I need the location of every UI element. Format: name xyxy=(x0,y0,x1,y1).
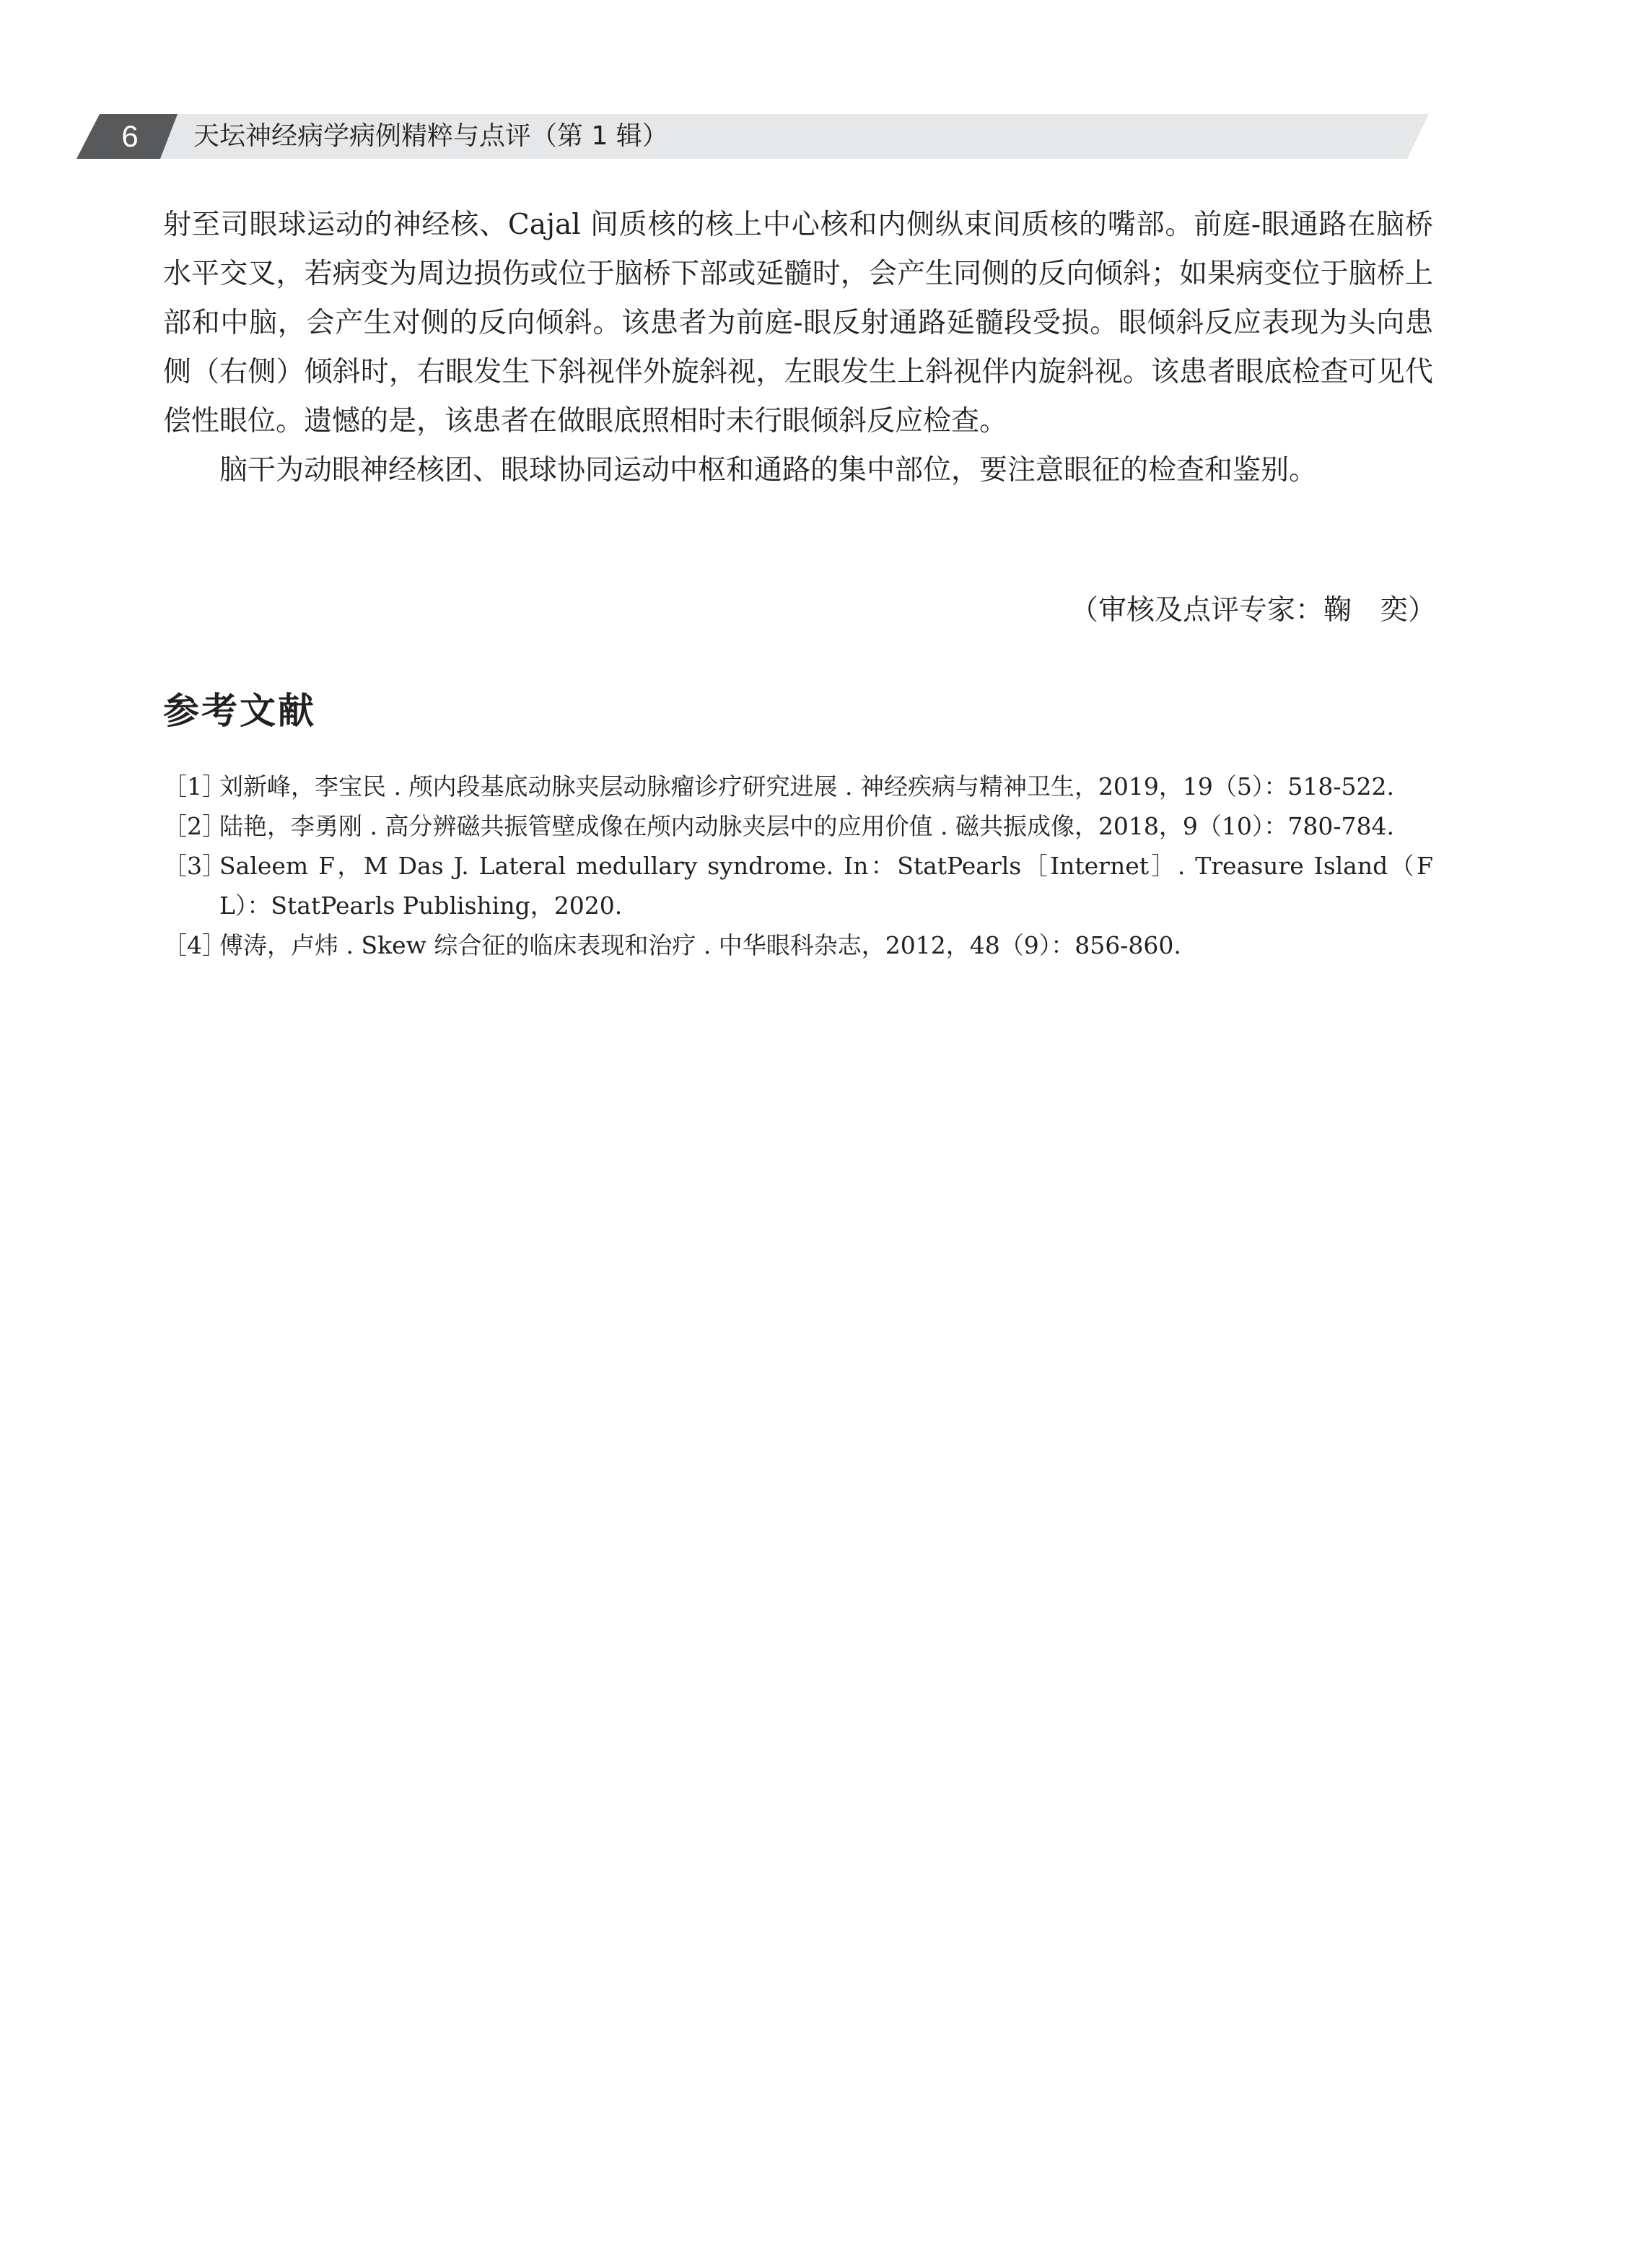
body-text xyxy=(163,201,1433,495)
paragraph: 脑干为动眼神经核团、眼球协同运动中枢和通路的集中部位，要注意眼征的检查和鉴别。 xyxy=(219,454,1318,487)
reference-text: Saleem F，M Das J. Lateral medullary syndrome. In：StatPearls［Internet］. Treasure Island（FL）：StatPearls Publishing，2020. xyxy=(219,852,1433,920)
reference-index: ［4］ xyxy=(163,931,226,959)
reference-item xyxy=(163,806,1433,846)
reference-index: ［3］ xyxy=(163,852,226,880)
reference-index: ［2］ xyxy=(163,812,226,840)
reference-list xyxy=(163,767,1433,965)
reviewer-credit: （审核及点评专家：鞠 奕） xyxy=(1069,594,1436,627)
page-number: 6 xyxy=(121,119,139,153)
reference-text: 刘新峰，李宝民 . 颅内段基底动脉夹层动脉瘤诊疗研究进展 . 神经疾病与精神卫生，2019，19（5）：518-522. xyxy=(219,772,1395,801)
reference-text: 陆艳，李勇刚 . 高分辨磁共振管壁成像在颅内动脉夹层中的应用价值 . 磁共振成像，2018，9（10）：780-784. xyxy=(219,812,1395,840)
references-heading: 参考文献 xyxy=(163,690,316,732)
reference-index: ［1］ xyxy=(163,772,226,801)
reference-item xyxy=(163,767,1433,806)
reference-item xyxy=(163,925,1433,965)
reference-item xyxy=(163,846,1433,925)
running-header xyxy=(0,0,1628,173)
running-title: 天坛神经病学病例精粹与点评（第 1 辑） xyxy=(193,121,668,151)
paragraph: 射至司眼球运动的神经核、Cajal 间质核的核上中心核和内侧纵束间质核的嘴部。前庭-眼通路在脑桥水平交叉，若病变为周边损伤或位于脑桥下部或延髓时，会产生同侧的反向倾斜；如果病变位于脑桥上部和中脑，会产生对侧的反向倾斜。该患者为前庭-眼反射通路延髓段受损。眼倾斜反应表现为头向患侧（右侧）倾斜时，右眼发生下斜视伴外旋斜视，左眼发生上斜视伴内旋斜视。该患者眼底检查可见代偿性眼位。遗憾的是，该患者在做眼底照相时未行眼倾斜反应检查。 xyxy=(163,209,1433,437)
reference-text: 傅涛，卢炜 . Skew 综合征的临床表现和治疗 . 中华眼科杂志，2012，48（9）：856-860. xyxy=(219,931,1181,959)
